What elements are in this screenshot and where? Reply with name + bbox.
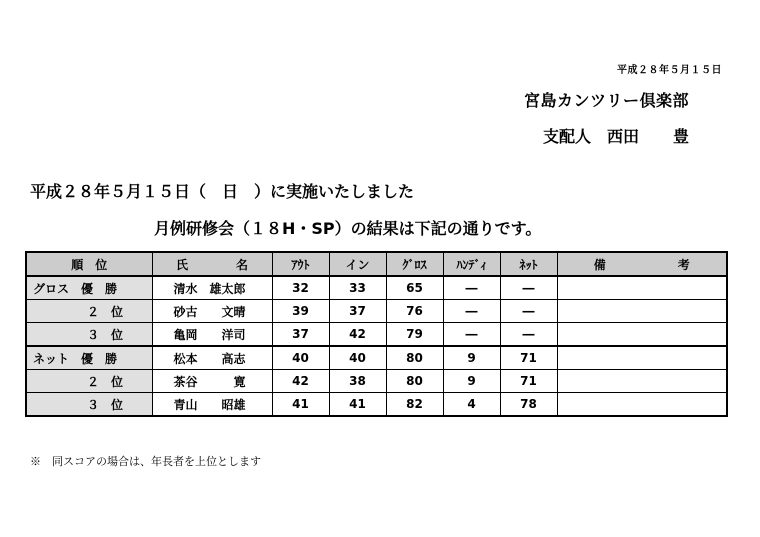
table-header-row — [26, 252, 727, 276]
net-cell: 71 — [500, 346, 557, 370]
rank-cell: グロス 優 勝 — [26, 276, 152, 300]
gross-cell: 65 — [386, 276, 443, 300]
remarks-cell — [557, 300, 727, 323]
header-net: ﾈｯﾄ — [500, 252, 557, 276]
header-in: イン — [329, 252, 386, 276]
name-cell: 青山 昭雄 — [152, 393, 272, 417]
out-cell: 37 — [272, 323, 329, 347]
rank-cell: ２ 位 — [26, 300, 152, 323]
name-cell: 砂古 文晴 — [152, 300, 272, 323]
rank-cell: ２ 位 — [26, 370, 152, 393]
name-cell: 清水 雄太郎 — [152, 276, 272, 300]
header-gross: ｸﾞﾛｽ — [386, 252, 443, 276]
handicap-cell: ― — [443, 323, 500, 347]
out-cell: 39 — [272, 300, 329, 323]
rank-cell: ３ 位 — [26, 393, 152, 417]
remarks-cell — [557, 370, 727, 393]
table-row — [26, 276, 727, 300]
gross-cell: 80 — [386, 370, 443, 393]
out-cell: 41 — [272, 393, 329, 417]
name-cell: 茶谷 寛 — [152, 370, 272, 393]
rank-cell: ３ 位 — [26, 323, 152, 347]
manager-given-name: 豊 — [673, 127, 690, 146]
handicap-cell: ― — [443, 276, 500, 300]
name-cell: 松本 高志 — [152, 346, 272, 370]
results-table — [25, 251, 728, 417]
name-cell: 亀岡 洋司 — [152, 323, 272, 347]
club-name: 宮島カンツリー倶楽部 — [524, 91, 690, 110]
handicap-cell: 9 — [443, 370, 500, 393]
net-cell: 71 — [500, 370, 557, 393]
gross-cell: 80 — [386, 346, 443, 370]
gross-cell: 79 — [386, 323, 443, 347]
in-cell: 37 — [329, 300, 386, 323]
header-handicap: ﾊﾝﾃﾞｨ — [443, 252, 500, 276]
handicap-cell: 9 — [443, 346, 500, 370]
in-cell: 42 — [329, 323, 386, 347]
table-row — [26, 323, 727, 347]
document-date: 平成２８年５月１５日 — [617, 65, 722, 76]
manager-surname: 西田 — [607, 127, 640, 146]
in-cell: 33 — [329, 276, 386, 300]
in-cell: 40 — [329, 346, 386, 370]
manager-signature — [543, 124, 689, 147]
remarks-cell — [557, 393, 727, 417]
handicap-cell: ― — [443, 300, 500, 323]
net-cell: ― — [500, 276, 557, 300]
header-out: ｱｳﾄ — [272, 252, 329, 276]
remarks-cell — [557, 323, 727, 347]
net-cell: ― — [500, 323, 557, 347]
headline-line-2: 月例研修会（１８H・SP）の結果は下記の通りです。 — [154, 219, 542, 238]
table-row — [26, 370, 727, 393]
in-cell: 41 — [329, 393, 386, 417]
in-cell: 38 — [329, 370, 386, 393]
remarks-cell — [557, 276, 727, 300]
gross-cell: 82 — [386, 393, 443, 417]
out-cell: 42 — [272, 370, 329, 393]
out-cell: 32 — [272, 276, 329, 300]
footnote: ※ 同スコアの場合は、年長者を上位とします — [30, 455, 261, 468]
remarks-cell — [557, 346, 727, 370]
net-cell: 78 — [500, 393, 557, 417]
table-row — [26, 300, 727, 323]
table-row — [26, 346, 727, 370]
header-remarks: 備 考 — [557, 252, 727, 276]
headline-line-1: 平成２８年５月１５日（ 日 ）に実施いたしました — [30, 182, 415, 201]
header-rank: 順 位 — [26, 252, 152, 276]
rank-cell: ネット 優 勝 — [26, 346, 152, 370]
out-cell: 40 — [272, 346, 329, 370]
net-cell: ― — [500, 300, 557, 323]
handicap-cell: 4 — [443, 393, 500, 417]
gross-cell: 76 — [386, 300, 443, 323]
table-row — [26, 393, 727, 417]
manager-title: 支配人 — [543, 127, 592, 146]
header-name: 氏 名 — [152, 252, 272, 276]
